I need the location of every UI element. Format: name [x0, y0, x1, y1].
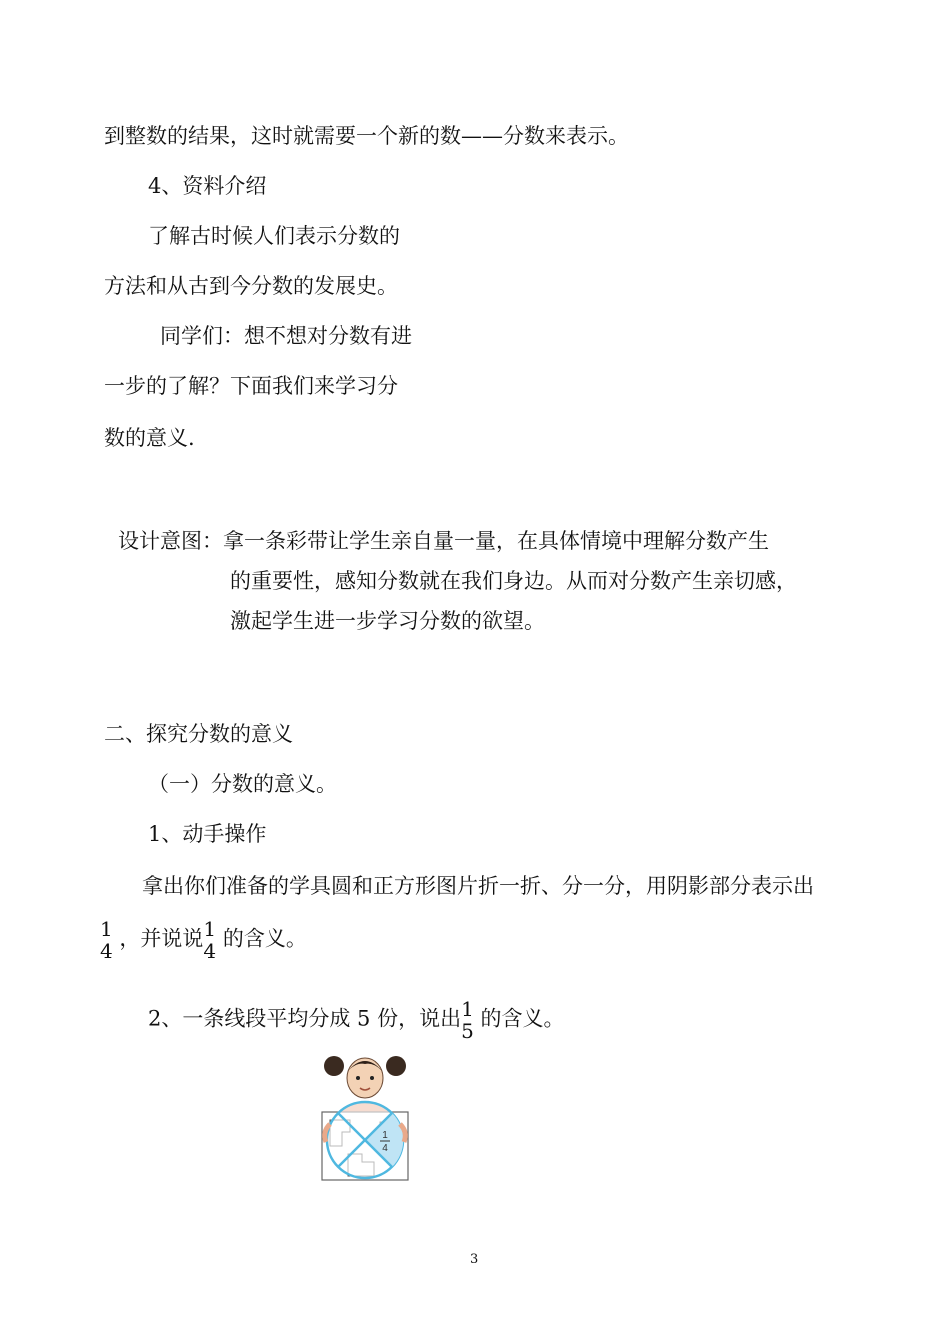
paragraph-line: 方法和从古到今分数的发展史。: [104, 274, 398, 298]
section-heading-4: 4、资料介绍: [148, 174, 267, 198]
paragraph-line: 同学们：想不想对分数有进: [160, 324, 412, 348]
svg-text:1: 1: [382, 1130, 388, 1141]
svg-text:4: 4: [382, 1143, 388, 1154]
paragraph-line: 一步的了解？下面我们来学习分: [104, 374, 398, 398]
fraction: 1 5: [461, 997, 474, 1043]
girl-circle-illustration: [312, 1050, 418, 1188]
design-intent-line: 设计意图：拿一条彩带让学生亲自量一量，在具体情境中理解分数产生: [118, 529, 769, 553]
paragraph-line: 了解古时候人们表示分数的: [148, 224, 400, 248]
fraction: 1 4: [100, 917, 113, 963]
subsection-heading: （一）分数的意义。: [148, 772, 337, 796]
step-heading: 2、一条线段平均分成 5 份，说出 1 5 的含义。: [148, 997, 565, 1043]
design-intent-line: 激起学生进一步学习分数的欲望。: [230, 609, 545, 633]
paragraph-line: 数的意义.: [104, 426, 195, 450]
step-heading: 1、动手操作: [148, 822, 267, 846]
fraction: 1 4: [203, 917, 217, 963]
design-intent-line: 的重要性，感知分数就在我们身边。从而对分数产生亲切感，: [230, 569, 797, 593]
section-heading: 二、探究分数的意义: [104, 722, 293, 746]
paragraph-line: 到整数的结果，这时就需要一个新的数——分数来表示。: [104, 124, 629, 148]
paragraph-line: 拿出你们准备的学具圆和正方形图片折一折、分一分，用阴影部分表示出: [142, 874, 814, 898]
fraction-line: 1 4 ，并说说 1 4 的含义。: [100, 917, 307, 963]
page-number: 3: [470, 1252, 479, 1267]
